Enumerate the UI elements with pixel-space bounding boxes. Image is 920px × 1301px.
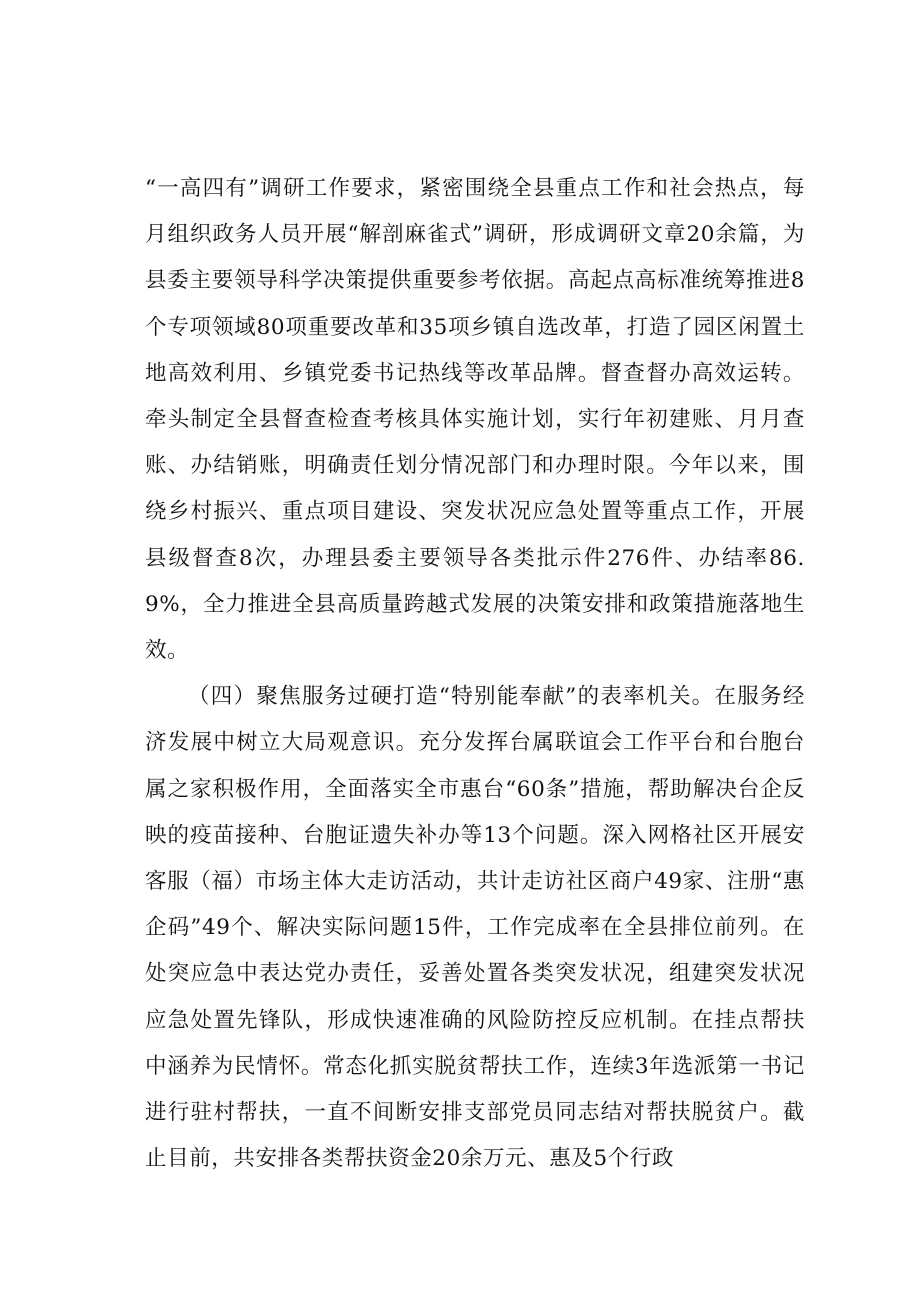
paragraph-service-section-four: （四）聚焦服务过硬打造“特别能奉献”的表率机关。在服务经济发展中树立大局观意识。充分发挥台属联谊会工作平台和台胞台属之家积极作用，全面落实全市惠台“60条”措施，帮助解决台企反映的疫苗接种、台胞证遗失补办等13个问题。深入网格社区开展安客服（福）市场主体大走访活动，共计走访社区商户49家、注册“惠企码”49个、解决实际问题15件，工作完成率在全县排位前列。在处突应急中表达党办责任，妥善处置各类突发状况，组建突发状况应急处置先锋队，形成快速准确的风险防控反应机制。在挂点帮扶中涵养为民情怀。常态化抓实脱贫帮扶工作，连续3年选派第一书记进行驻村帮扶，一直不间断安排支部党员同志结对帮扶脱贫户。截止目前，共安排各类帮扶资金20余万元、惠及5个行政 [145,684,805,1172]
document-body [145,166,805,1182]
paragraph-supervision-work: “一高四有”调研工作要求，紧密围绕全县重点工作和社会热点，每月组织政务人员开展“解剖麻雀式”调研，形成调研文章20余篇，为县委主要领导科学决策提供重要参考依据。高起点高标准统筹推进8个专项领域80项重要改革和35项乡镇自选改革，打造了园区闲置土地高效利用、乡镇党委书记热线等改革品牌。督查督办高效运转。牵头制定全县督查检查考核具体实施计划，实行年初建账、月月查账、办结销账，明确责任划分情况部门和办理时限。今年以来，围绕乡村振兴、重点项目建设、突发状况应急处置等重点工作，开展县级督查8次，办理县委主要领导各类批示件276件、办结率86.9%，全力推进全县高质量跨越式发展的决策安排和政策措施落地生效。 [145,176,805,664]
